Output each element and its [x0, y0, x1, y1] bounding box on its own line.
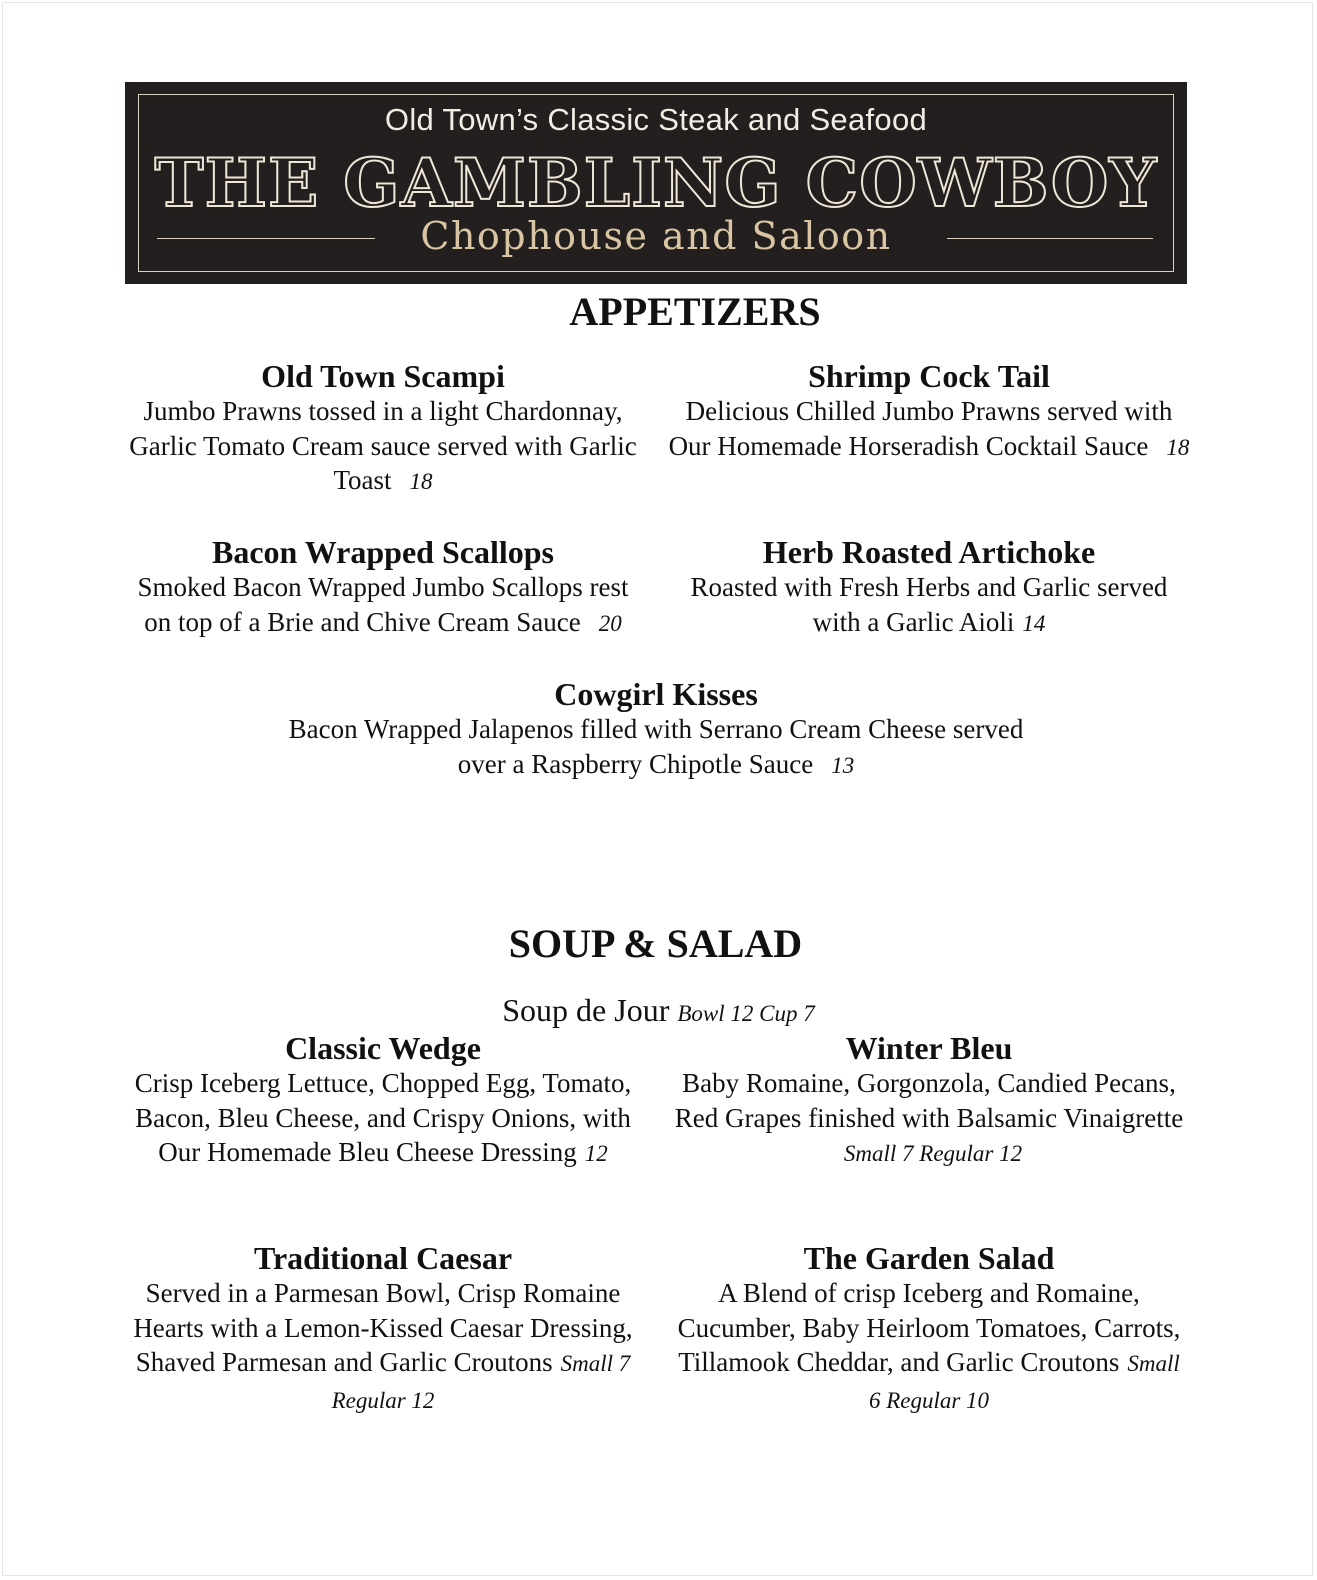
banner-subtitle: Chophouse and Saloon: [420, 214, 892, 258]
item-description: Served in a Parmesan Bowl, Crisp Romaine Hearts with a Lemon-Kissed Caesar Dressing, Shaved Parmesan and Garlic Croutons Small 7 Regular 12: [133, 1278, 633, 1413]
item-price: 18: [1166, 434, 1190, 460]
item-name: Cowgirl Kisses: [554, 676, 758, 712]
item-price: 14: [1022, 610, 1046, 636]
menu-item-garden-salad: [672, 1240, 1186, 1418]
menu-item-bacon-wrapped-scallops: [125, 534, 641, 641]
banner-rule-right: [947, 238, 1153, 239]
item-price: 20: [598, 610, 622, 636]
item-name: Old Town Scampi: [261, 358, 505, 394]
banner-tagline: Old Town’s Classic Steak and Seafood: [384, 102, 928, 137]
item-name: Classic Wedge: [285, 1030, 481, 1066]
menu-item-classic-wedge: [118, 1030, 648, 1172]
item-description: Jumbo Prawns tossed in a light Chardonnay, Garlic Tomato Cream sauce served with Garlic Toast 18: [129, 396, 637, 495]
item-price: Small 7 Regular 12: [331, 1351, 631, 1413]
menu-item-shrimp-cock-tail: [668, 358, 1190, 465]
item-description: Smoked Bacon Wrapped Jumbo Scallops rest on top of a Brie and Chive Cream Sauce 20: [137, 572, 629, 637]
appetizers-heading: APPETIZERS: [569, 289, 821, 334]
item-description: Baby Romaine, Gorgonzola, Candied Pecans, Red Grapes finished with Balsamic VinaigretteSmall 7 Regular 12: [674, 1068, 1184, 1166]
item-price: 18: [409, 469, 433, 494]
item-description: Delicious Chilled Jumbo Prawns served with Our Homemade Horseradish Cocktail Sauce 18: [668, 396, 1190, 461]
item-name: Soup de Jour: [502, 992, 670, 1028]
restaurant-name: THE GAMBLING COWBOY: [154, 144, 1158, 222]
item-name: Shrimp Cock Tail: [808, 358, 1050, 394]
item-price: Small 6 Regular 10: [868, 1351, 1180, 1413]
item-price: Bowl 12 Cup 7: [677, 1001, 815, 1026]
menu-item-traditional-caesar: [125, 1240, 641, 1418]
item-description: A Blend of crisp Iceberg and Romaine, Cucumber, Baby Heirloom Tomatoes, Carrots, Tillamook Cheddar, and Garlic Croutons Small 6 Regular 10: [677, 1278, 1181, 1413]
item-name: Bacon Wrapped Scallops: [211, 534, 554, 570]
item-price: Small 7 Regular 12: [843, 1141, 1023, 1166]
item-name: Herb Roasted Artichoke: [762, 534, 1096, 570]
item-name: The Garden Salad: [803, 1240, 1055, 1276]
item-description: Bacon Wrapped Jalapenos filled with Serrano Cream Cheese served over a Raspberry Chipotle Sauce 13: [288, 714, 1024, 779]
item-description: Crisp Iceberg Lettuce, Chopped Egg, Tomato, Bacon, Bleu Cheese, and Crispy Onions, with Our Homemade Bleu Cheese Dressing 12: [134, 1068, 632, 1167]
soup-salad-heading: SOUP & SALAD: [508, 921, 803, 966]
item-name: Winter Bleu: [845, 1030, 1013, 1066]
item-price: 13: [831, 752, 855, 778]
menu-item-old-town-scampi: [125, 358, 641, 500]
item-name: Traditional Caesar: [253, 1240, 513, 1276]
menu-item-soup-de-jour: [0, 992, 1317, 1032]
menu-item-cowgirl-kisses: [280, 676, 1032, 783]
item-price: 12: [584, 1141, 608, 1166]
item-description: Roasted with Fresh Herbs and Garlic served with a Garlic Aioli 14: [690, 572, 1168, 637]
menu-item-herb-roasted-artichoke: [668, 534, 1190, 641]
menu-item-winter-bleu: [672, 1030, 1186, 1172]
restaurant-logo-banner: [125, 82, 1187, 284]
